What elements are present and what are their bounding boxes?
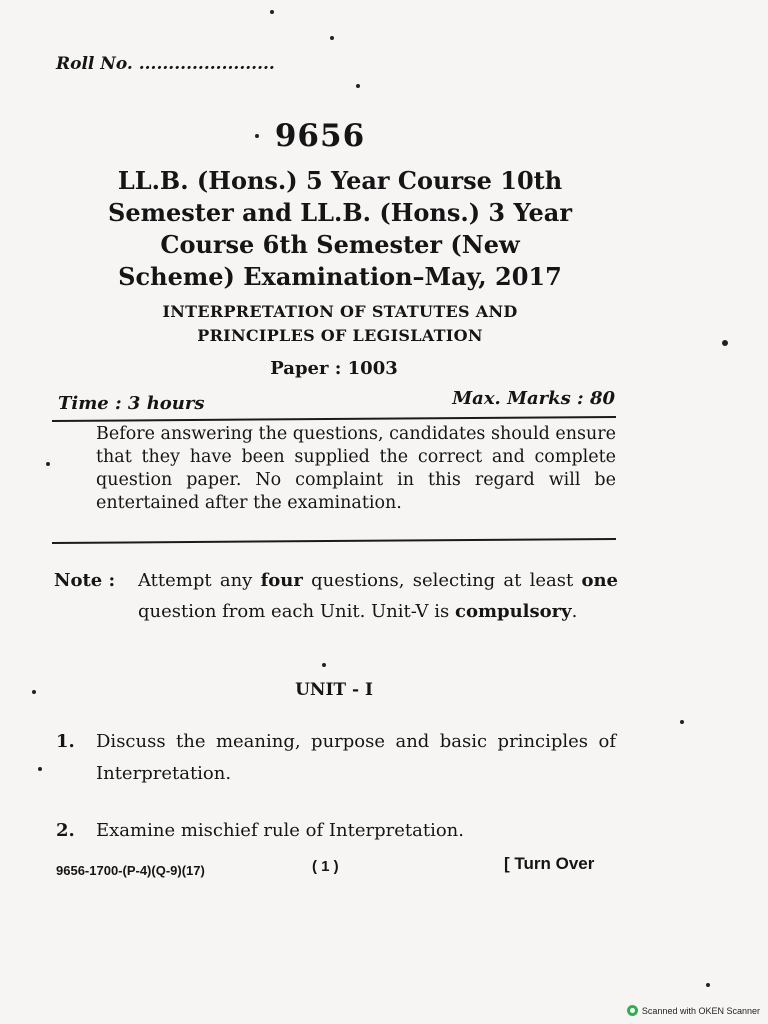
question-item — [56, 726, 616, 790]
subject-title — [90, 300, 590, 348]
footer-paper-code: 9656-1700-(P-4)(Q-9)(17) — [56, 863, 205, 878]
question-number: 2. — [56, 820, 75, 841]
instructions-text: Before answering the questions, candidates should ensure that they have been supplied the correct and complete question paper. No complaint in this regard will be entertained after the examination. — [96, 424, 617, 513]
speck — [270, 10, 274, 14]
divider-top — [52, 416, 616, 422]
note-text-part: question from each Unit. Unit-V is — [138, 601, 455, 622]
scanner-label: Scanned with OKEN Scanner — [641, 1005, 760, 1016]
subject-title-line: PRINCIPLES OF LEGISLATION — [197, 326, 483, 345]
question-text: Discuss the meaning, purpose and basic principles of Interpretation. — [96, 731, 616, 784]
footer-page-number: ( 1 ) — [312, 858, 339, 875]
note-text-emphasis: one — [581, 570, 618, 591]
paper-number: Paper : 1003 — [270, 358, 398, 379]
note-text — [138, 565, 618, 627]
speck — [706, 983, 710, 987]
footer-turn-over: [ Turn Over — [504, 854, 595, 873]
note-label: Note : — [54, 570, 116, 591]
unit-heading: UNIT - I — [295, 680, 373, 700]
speck — [722, 340, 728, 346]
question-number: 1. — [56, 731, 75, 752]
question-item — [56, 815, 616, 847]
roll-number-field: Roll No. ....................... — [56, 54, 275, 74]
question-text: Examine mischief rule of Interpretation. — [96, 820, 464, 841]
note-text-part: . — [571, 601, 578, 622]
note-text-emphasis: four — [260, 570, 303, 591]
subject-title-line: INTERPRETATION OF STATUTES AND — [162, 302, 518, 321]
speck — [356, 84, 360, 88]
speck — [38, 767, 42, 771]
course-title-line: Scheme) Examination–May, 2017 — [118, 262, 562, 291]
scanner-logo-icon — [627, 1005, 638, 1016]
max-marks: Max. Marks : 80 — [452, 388, 615, 409]
divider-bottom — [52, 538, 616, 544]
note-text-part: questions, selecting at least — [302, 570, 582, 591]
note-text-emphasis: compulsory — [454, 601, 572, 622]
course-title-line: Semester and LL.B. (Hons.) 3 Year — [107, 198, 572, 227]
note-block — [54, 565, 618, 627]
speck — [322, 663, 326, 667]
course-title-line: LL.B. (Hons.) 5 Year Course 10th — [117, 166, 563, 195]
scanner-watermark — [627, 1005, 760, 1016]
course-title-line: Course 6th Semester (New — [160, 230, 520, 259]
note-text-part: Attempt any — [138, 570, 261, 591]
speck — [680, 720, 684, 724]
course-title — [50, 165, 630, 293]
speck — [46, 462, 50, 466]
paper-code: 9656 — [274, 118, 366, 154]
time-allowed: Time : 3 hours — [58, 393, 205, 414]
speck — [330, 36, 334, 40]
